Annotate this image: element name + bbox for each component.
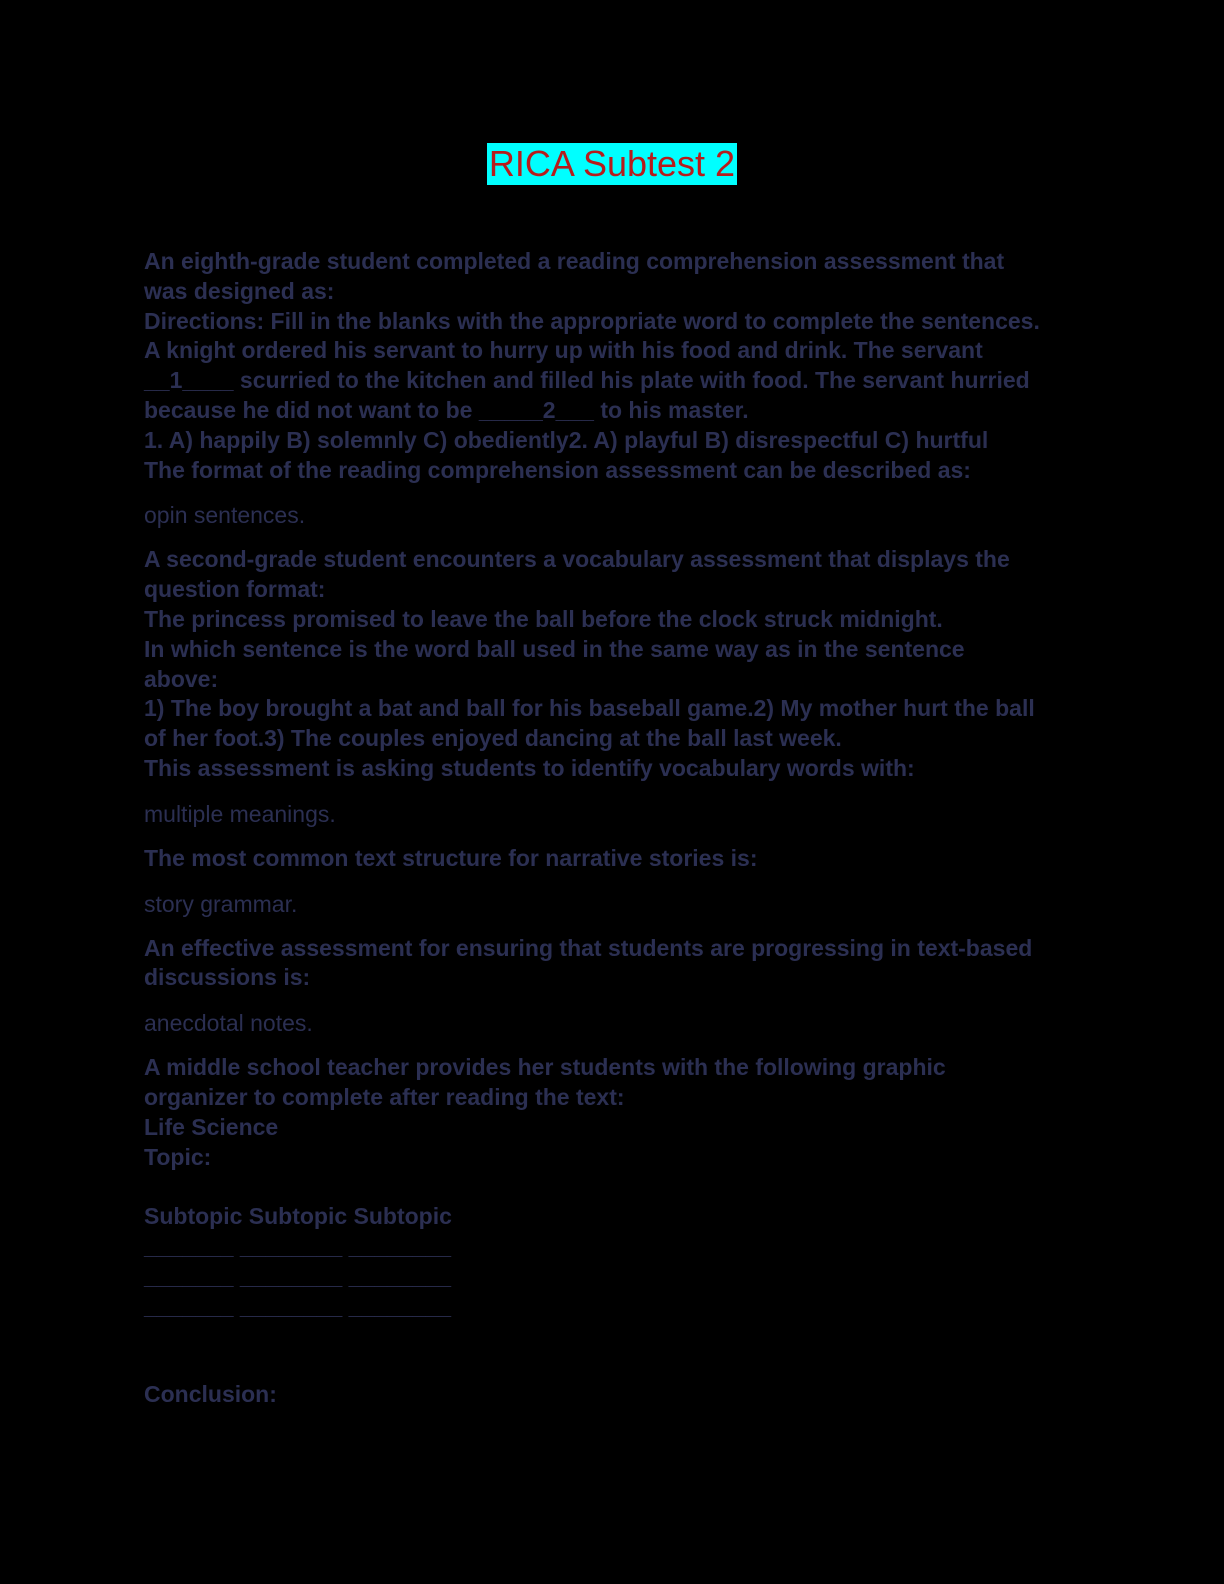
blank-row: _______ ________ ________ <box>144 1232 451 1259</box>
question-line: The princess promised to leave the ball before the clock struck midnight. <box>144 605 943 632</box>
question-line: __1____ scurried to the kitchen and filled his plate with food. The servant hurried <box>144 367 1030 394</box>
question-line: This assessment is asking students to identify vocabulary words with: <box>144 754 915 781</box>
question-line: was designed as: <box>144 277 335 304</box>
question-line: above: <box>144 665 219 692</box>
question-block <box>144 1053 1094 1410</box>
title-container <box>0 143 1224 185</box>
question-line: A middle school teacher provides her students with the following graphic <box>144 1054 946 1081</box>
question-line: Topic: <box>144 1143 212 1170</box>
question-line: The format of the reading comprehension assessment can be described as: <box>144 456 971 483</box>
blank-line <box>144 1321 1094 1380</box>
blank-row: _______ ________ ________ <box>144 1262 451 1289</box>
answer-text: multiple meanings. <box>144 800 336 827</box>
question-line: A second-grade student encounters a vocabulary assessment that displays the <box>144 546 1010 573</box>
question-block <box>144 844 1094 874</box>
question-line: Life Science <box>144 1113 279 1140</box>
blank-line <box>144 1172 1094 1202</box>
question-line: An eighth-grade student completed a reading comprehension assessment that <box>144 248 1005 274</box>
conclusion-label: Conclusion: <box>144 1381 277 1408</box>
question-line: organizer to complete after reading the text: <box>144 1083 625 1110</box>
question-line: discussions is: <box>144 964 311 991</box>
question-line: Directions: Fill in the blanks with the appropriate word to complete the sentences. <box>144 307 1040 334</box>
question-line: because he did not want to be _____2___ to his master. <box>144 396 749 423</box>
question-line: A knight ordered his servant to hurry up with his food and drink. The servant <box>144 337 983 364</box>
document-body <box>144 247 1094 1410</box>
question-line: The most common text structure for narrative stories is: <box>144 844 758 871</box>
question-line: 1. A) happily B) solemnly C) obediently2. A) playful B) disrespectful C) hurtful <box>144 426 989 453</box>
question-line: An effective assessment for ensuring that students are progressing in text-based <box>144 934 1033 961</box>
question-line: of her foot.3) The couples enjoyed dancing at the ball last week. <box>144 725 842 752</box>
question-block <box>144 247 1094 485</box>
answer-text: anecdotal notes. <box>144 1010 313 1037</box>
question-line: question format: <box>144 576 326 603</box>
answer-text: story grammar. <box>144 890 298 917</box>
answer-text: opin sentences. <box>144 502 306 529</box>
blank-row: _______ ________ ________ <box>144 1292 451 1319</box>
question-line: In which sentence is the word ball used in the same way as in the sentence <box>144 635 965 662</box>
question-block <box>144 934 1094 994</box>
document-title: RICA Subtest 2 <box>488 143 736 184</box>
subtopic-headers: Subtopic Subtopic Subtopic <box>144 1203 452 1230</box>
question-line: 1) The boy brought a bat and ball for his baseball game.2) My mother hurt the ball <box>144 695 1035 722</box>
question-block <box>144 545 1094 783</box>
